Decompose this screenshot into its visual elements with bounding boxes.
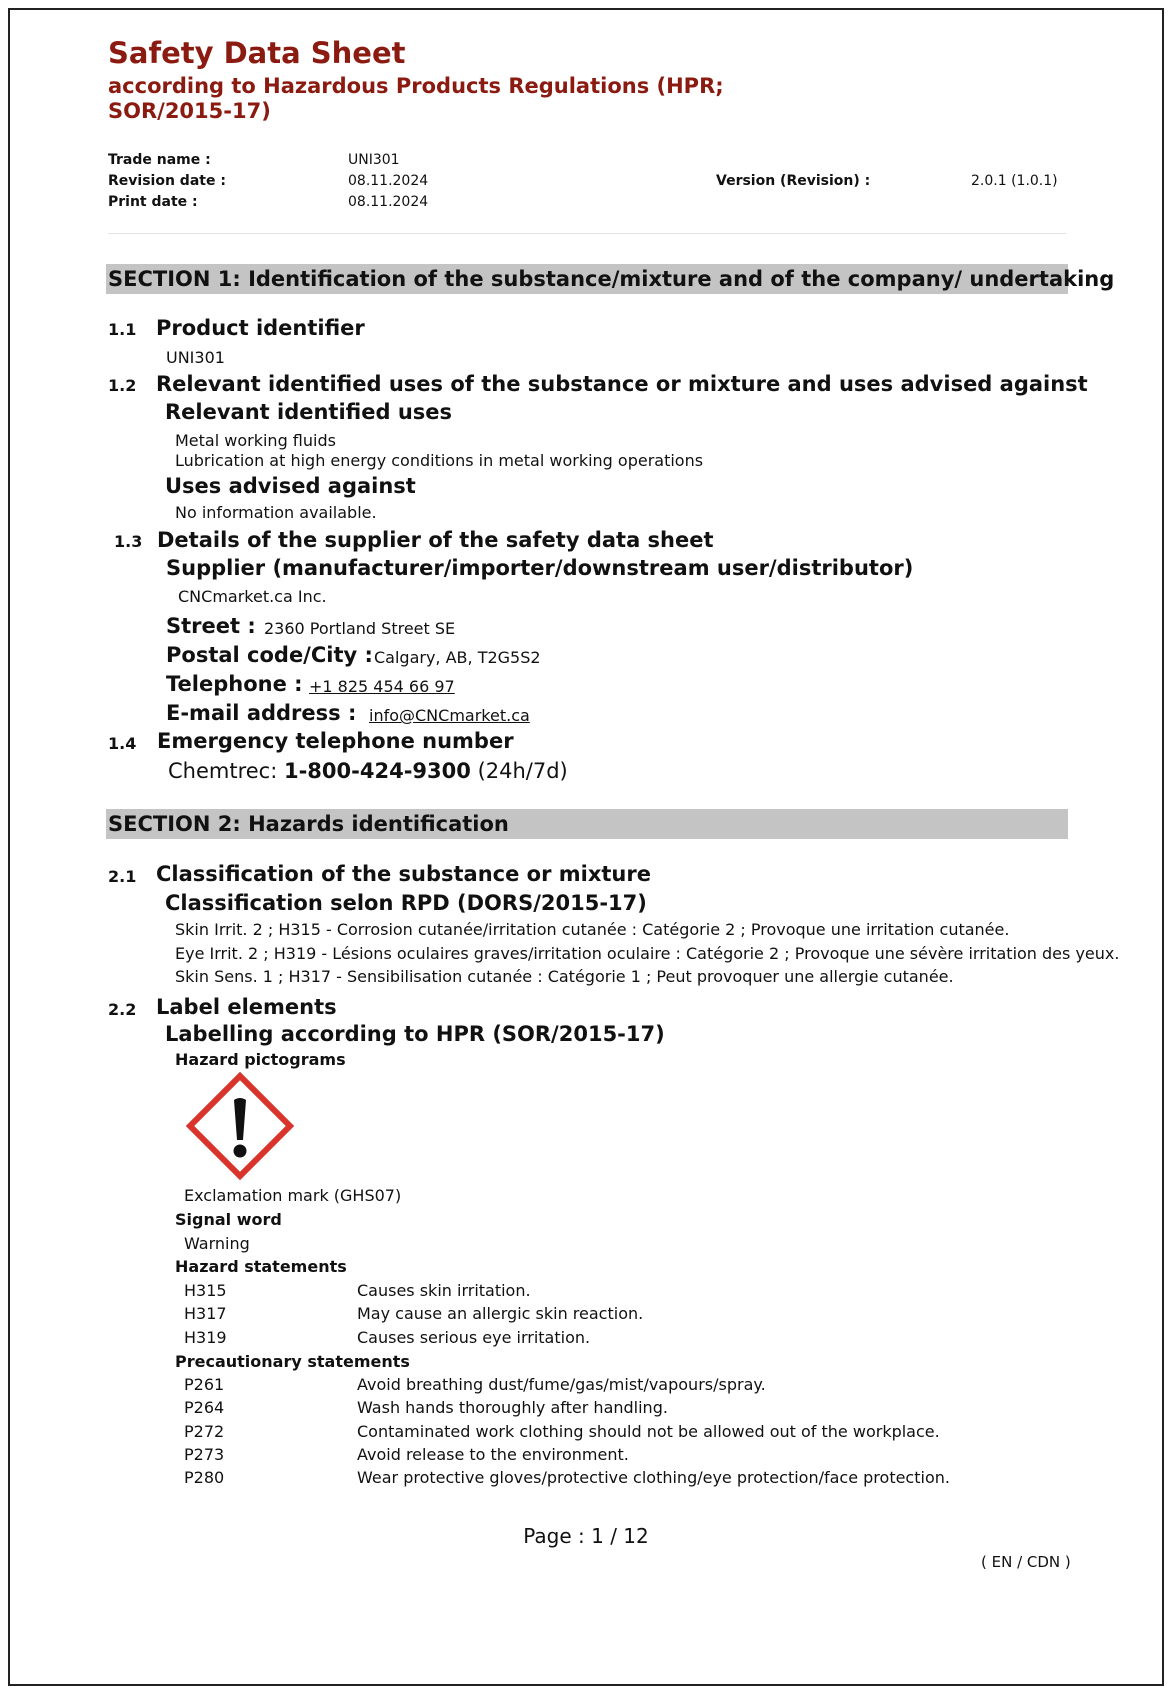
classification-item: Skin Sens. 1 ; H317 - Sensibilisation cutanée : Catégorie 1 ; Peut provoquer une allergie cutanée. xyxy=(175,967,954,986)
use-item: Metal working fluids xyxy=(175,431,336,450)
hazard-statements-heading: Hazard statements xyxy=(175,1257,347,1276)
hazard-statement-text: May cause an allergic skin reaction. xyxy=(357,1304,644,1323)
print-date-label: Print date : xyxy=(108,194,198,210)
precautionary-statement-text: Avoid breathing dust/fume/gas/mist/vapours/spray. xyxy=(357,1375,766,1394)
precautionary-statement-text: Wear protective gloves/protective clothing/eye protection/face protection. xyxy=(357,1468,950,1487)
precautionary-statement-text: Avoid release to the environment. xyxy=(357,1445,629,1464)
trade-name-label: Trade name : xyxy=(108,152,211,168)
hazard-code: H315 xyxy=(184,1281,227,1300)
section-1-4-number: 1.4 xyxy=(108,734,137,753)
section-1-3-number: 1.3 xyxy=(114,532,143,551)
use-item: Lubrication at high energy conditions in metal working operations xyxy=(175,451,704,470)
section-2-2-number: 2.2 xyxy=(108,1000,137,1019)
version-value: 2.0.1 (1.0.1) xyxy=(971,173,1058,189)
trade-name-value: UNI301 xyxy=(348,152,400,168)
header-divider xyxy=(108,233,1066,234)
postal-city-label: Postal code/City : xyxy=(166,643,373,667)
language-code: ( EN / CDN ) xyxy=(981,1553,1071,1571)
email-label: E-mail address : xyxy=(166,701,357,725)
page-number: Page : 1 / 12 xyxy=(523,1524,649,1548)
signal-word-value: Warning xyxy=(184,1234,250,1253)
section-2-1-title: Classification of the substance or mixture xyxy=(156,862,651,886)
section-1-2-title: Relevant identified uses of the substance or mixture and uses advised against xyxy=(156,372,1088,396)
hazard-pictograms-heading: Hazard pictograms xyxy=(175,1050,346,1069)
telephone-link[interactable]: +1 825 454 66 97 xyxy=(309,677,455,696)
section-1-1-title: Product identifier xyxy=(156,316,365,340)
pictogram-caption: Exclamation mark (GHS07) xyxy=(184,1186,402,1205)
hazard-code: H319 xyxy=(184,1328,227,1347)
document-subtitle: according to Hazardous Products Regulations (HPR; SOR/2015-17) xyxy=(108,74,724,123)
section-2-header: SECTION 2: Hazards identification xyxy=(106,809,1068,839)
uses-advised-against-heading: Uses advised against xyxy=(165,474,416,498)
supplier-name: CNCmarket.ca Inc. xyxy=(178,587,327,606)
print-date-value: 08.11.2024 xyxy=(348,194,429,210)
street-label: Street : xyxy=(166,614,256,638)
supplier-heading: Supplier (manufacturer/importer/downstream user/distributor) xyxy=(166,556,914,580)
revision-date-label: Revision date : xyxy=(108,173,226,189)
precautionary-code: P261 xyxy=(184,1375,225,1394)
revision-date-value: 08.11.2024 xyxy=(348,173,429,189)
document-title: Safety Data Sheet xyxy=(108,36,406,70)
section-1-3-title: Details of the supplier of the safety data sheet xyxy=(157,528,714,552)
precautionary-statement-text: Wash hands thoroughly after handling. xyxy=(357,1398,668,1417)
section-1-header: SECTION 1: Identification of the substance/mixture and of the company/ undertaking xyxy=(106,264,1068,294)
emergency-line xyxy=(168,759,568,783)
emergency-number: 1-800-424-9300 xyxy=(283,759,471,783)
telephone-label: Telephone : xyxy=(166,672,303,696)
section-1-2-number: 1.2 xyxy=(108,376,137,395)
hazard-statement-text: Causes serious eye irritation. xyxy=(357,1328,591,1347)
section-1-1-number: 1.1 xyxy=(108,320,137,339)
precautionary-statements-heading: Precautionary statements xyxy=(175,1352,410,1371)
section-2-2-title: Label elements xyxy=(156,995,337,1019)
emergency-hours: (24h/7d) xyxy=(477,759,568,783)
postal-city-value: Calgary, AB, T2G5S2 xyxy=(374,648,541,667)
signal-word-heading: Signal word xyxy=(175,1210,282,1229)
section-2-1-number: 2.1 xyxy=(108,867,137,886)
classification-item: Skin Irrit. 2 ; H315 - Corrosion cutanée/irritation cutanée : Catégorie 2 ; Provoque une irritation cutanée. xyxy=(175,920,1010,939)
labelling-heading: Labelling according to HPR (SOR/2015-17) xyxy=(165,1022,665,1046)
section-1-4-title: Emergency telephone number xyxy=(157,729,514,753)
hazard-code: H317 xyxy=(184,1304,227,1323)
product-identifier-value: UNI301 xyxy=(166,348,225,367)
street-value: 2360 Portland Street SE xyxy=(264,619,456,638)
precautionary-statement-text: Contaminated work clothing should not be allowed out of the workplace. xyxy=(357,1422,940,1441)
precautionary-code: P272 xyxy=(184,1422,225,1441)
precautionary-code: P264 xyxy=(184,1398,225,1417)
classification-item: Eye Irrit. 2 ; H319 - Lésions oculaires graves/irritation oculaire : Catégorie 2 ; Provoque une sévère irritation des yeux. xyxy=(175,944,1120,963)
relevant-uses-heading: Relevant identified uses xyxy=(165,400,453,424)
precautionary-code: P280 xyxy=(184,1468,225,1487)
version-label: Version (Revision) : xyxy=(716,173,871,189)
uses-advised-against-value: No information available. xyxy=(175,503,377,522)
email-link[interactable]: info@CNCmarket.ca xyxy=(369,706,530,725)
exclamation-mark-pictogram-icon xyxy=(184,1070,296,1182)
precautionary-code: P273 xyxy=(184,1445,225,1464)
classification-heading: Classification selon RPD (DORS/2015-17) xyxy=(165,891,647,915)
hazard-statement-text: Causes skin irritation. xyxy=(357,1281,531,1300)
emergency-prefix: Chemtrec: xyxy=(168,759,278,783)
